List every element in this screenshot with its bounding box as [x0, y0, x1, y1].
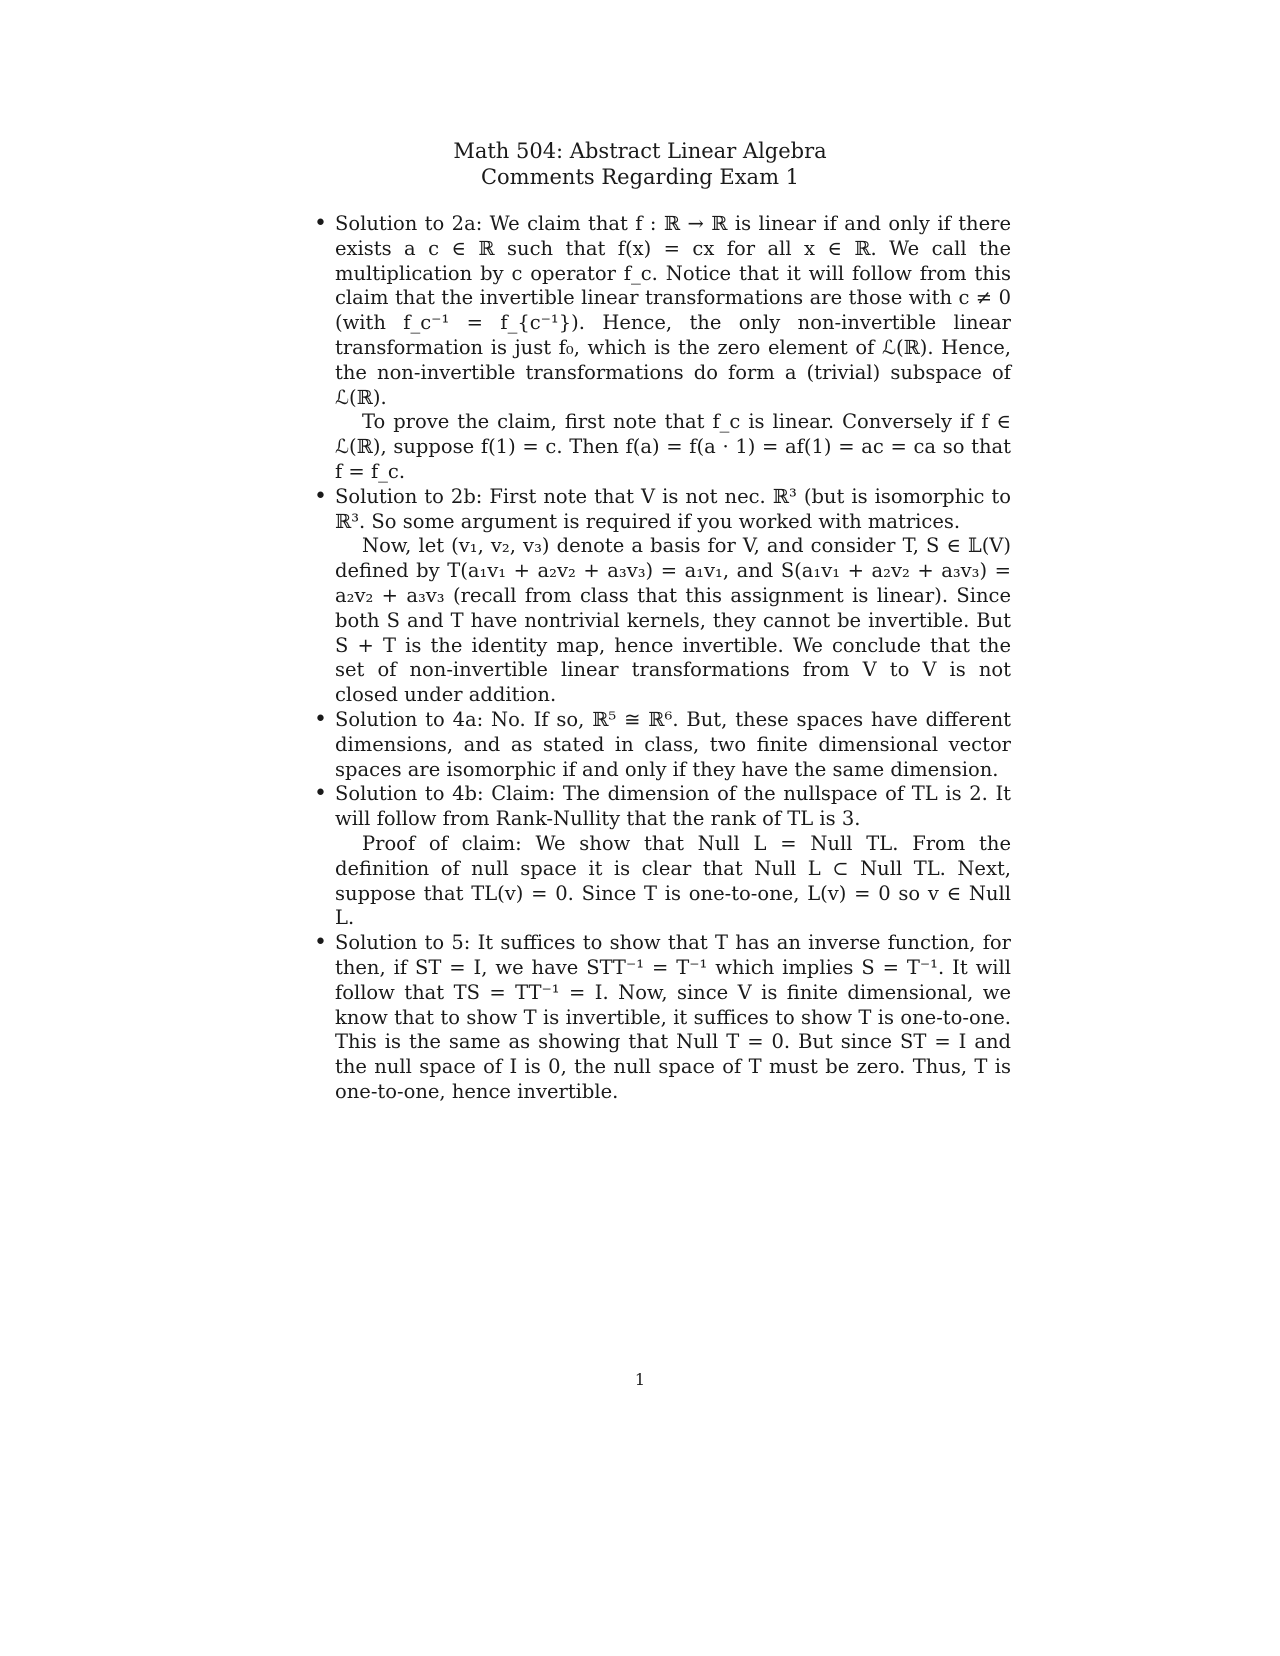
solution-2b-argument: Now, let (v₁, v₂, v₃) denote a basis for V, and consider T, S ∈ 𝕃(V) defined by T(a₁v₁ + a₂v₂ + a₃v₃) = a₁v₁, and S(a₁v₁ + a₂v₂ + a₃v₃) = a₂v₂ + a₃v₃ (recall from class that this assignment is linear). Since both S and T have nontrivial kernels, they cannot be invertible. But S + T is the identity map, hence invertible. We conclude that the set of non-invertible linear transformations from V to V is not closed under addition. — [335, 534, 1011, 707]
page-number: 1 — [634, 1370, 646, 1389]
course-title: Math 504: Abstract Linear Algebra — [453, 139, 827, 163]
bullet-icon: • — [314, 706, 327, 732]
solution-2a — [314, 211, 1011, 485]
solution-2b-paragraph: Solution to 2b: First note that V is not nec. ℝ³ (but is isomorphic to ℝ³. So some argument is required if you worked with matrices. — [335, 484, 1011, 533]
solution-4b-proof: Proof of claim: We show that Null L = Null TL. From the definition of null space it is clear that Null L ⊂ Null TL. Next, suppose that TL(v) = 0. Since T is one-to-one, L(v) = 0 so v ∈ Null L. — [335, 831, 1011, 930]
solution-2b — [314, 483, 1011, 708]
bullet-icon: • — [314, 930, 327, 956]
solution-2a-paragraph: Solution to 2a: We claim that f : ℝ → ℝ is linear if and only if there exists a c ∈ ℝ such that f(x) = cx for all x ∈ ℝ. We call the multiplication by c operator f_c. Notice that it will follow from this claim that the invertible linear transformations are those with c ≠ 0 (with f_c⁻¹ = f_{c⁻¹}). Hence, the only non-invertible linear transformation is just f₀, which is the zero element of ℒ(ℝ). Hence, the non-invertible transformations do form a (trivial) subspace of ℒ(ℝ). — [335, 212, 1011, 409]
solution-5-paragraph: Solution to 5: It suffices to show that T has an inverse function, for then, if ST = I, we have STT⁻¹ = T⁻¹ which implies S = T⁻¹. It will follow that TS = TT⁻¹ = I. Now, since V is finite dimensional, we know that to show T is invertible, it suffices to show T is one-to-one. This is the same as showing that Null T = 0. But since ST = I and the null space of I is 0, the null space of T must be zero. Thus, T is one-to-one, hence invertible. — [335, 931, 1011, 1103]
solution-5 — [314, 930, 1011, 1105]
solution-2a-proof: To prove the claim, first note that f_c is linear. Conversely if f ∈ ℒ(ℝ), suppose f(1) = c. Then f(a) = f(a · 1) = af(1) = ac = ca so that f = f_c. — [335, 410, 1011, 483]
solution-4a — [314, 706, 1011, 782]
solutions-list — [314, 211, 1011, 1105]
document-subtitle: Comments Regarding Exam 1 — [480, 165, 800, 189]
bullet-icon: • — [314, 211, 327, 236]
bullet-icon: • — [314, 483, 327, 509]
solution-4b-paragraph: Solution to 4b: Claim: The dimension of the nullspace of TL is 2. It will follow from Rank-Nullity that the rank of TL is 3. — [335, 782, 1011, 831]
bullet-icon: • — [314, 781, 327, 807]
page-title — [0, 138, 1280, 190]
solution-4b — [314, 781, 1011, 931]
solution-4a-paragraph: Solution to 4a: No. If so, ℝ⁵ ≅ ℝ⁶. But, these spaces have different dimensions, and as stated in class, two finite dimensional vector spaces are isomorphic if and only if they have the same dimension. — [335, 707, 1011, 781]
